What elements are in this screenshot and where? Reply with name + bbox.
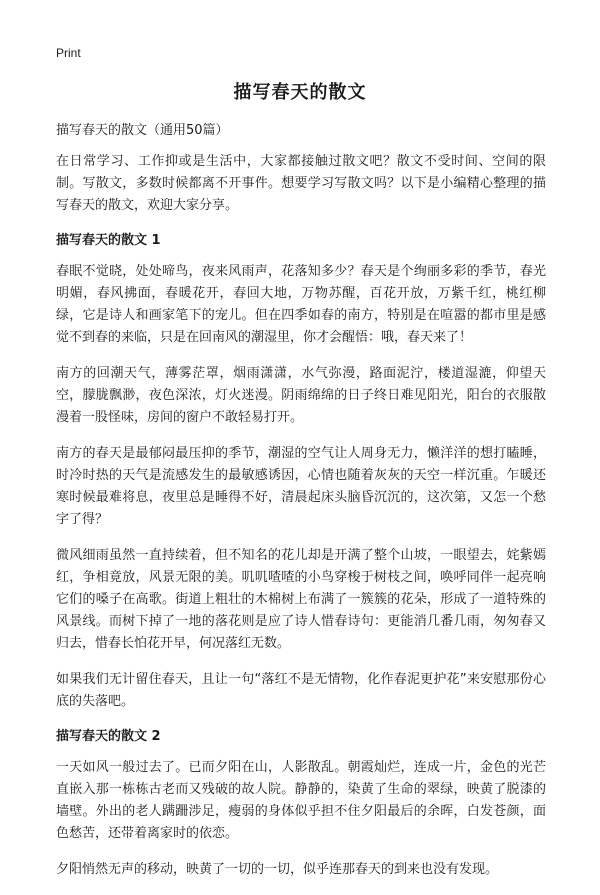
section-2-paragraph-2: 夕阳悄然无声的移动，映黄了一切的一切，似乎连那春天的到来也没有发现。 <box>56 862 499 877</box>
section-1-paragraph-5: 如果我们无计留住春天，且让一句“落红不是无情物，化作春泥更护花”来安慰那份心底的失落吧。 <box>56 672 546 709</box>
print-link[interactable]: Print <box>56 46 81 60</box>
article-body <box>56 120 546 895</box>
section-heading-1: 描写春天的散文 1 <box>56 233 161 248</box>
page-title: 描写春天的散文 <box>233 82 367 103</box>
section-1-paragraph-3: 南方的春天是最郁闷最压抑的季节，潮湿的空气让人周身无力，懒洋洋的想打瞌睡，时冷时热的天气是流感发生的最敏感诱因，心情也随着灰灰的天空一样沉重。乍暖还寒时候最难将息，夜里总是睡得不好，清晨起床头脑昏沉沉的，这次第，又怎一个愁字了得？ <box>56 446 546 527</box>
section-2-paragraph-1: 一天如风一般过去了。已而夕阳在山，人影散乱。朝霞灿烂，连成一片，金色的光芒直嵌入那一栋栋古老而又残破的故人院。静静的，染黄了生命的翠绿，映黄了脱漆的墙壁。外出的老人蹒跚涉足，瘦弱的身体似乎担不住夕阳最后的余晖，白发苍颜，面色愁苦，还带着离家时的依恋。 <box>56 760 546 841</box>
section-heading-2: 描写春天的散文 2 <box>56 729 161 744</box>
intro-paragraph: 在日常学习、工作抑或是生活中，大家都接触过散文吧？散文不受时间、空间的限制。写散文，多数时候都离不开事件。想要学习写散文吗？以下是小编精心整理的描写春天的散文，欢迎大家分享。 <box>56 154 546 213</box>
section-1-paragraph-1: 春眠不觉晓，处处啼鸟，夜来风雨声，花落知多少？春天是个绚丽多彩的季节，春光明媚，春风拂面，春暖花开，春回大地，万物苏醒，百花开放，万紫千红，桃红柳绿，它是诗人和画家笔下的宠儿。但在四季如春的南方，特别是在喧嚣的都市里是感觉不到春的来临，只是在回南风的潮湿里，你才会醒悟：哦，春天来了！ <box>56 264 546 345</box>
section-1-paragraph-4: 微风细雨虽然一直持续着，但不知名的花儿却是开满了整个山坡，一眼望去，姹紫嫣红，争相竟放，风景无限的美。叽叽喳喳的小鸟穿梭于树枝之间，唤呼同伴一起亮响它们的嗓子在高歌。街道上粗壮的木棉树上布满了一簇簇的花朵，形成了一道特殊的风景线。而树下掉了一地的落花则是应了诗人惜春诗句：更能消几番几雨，匆匆春又归去，惜春长怕花开早，何况落红无数。 <box>56 548 546 651</box>
article-subtitle: 描写春天的散文（通用50篇） <box>56 123 229 138</box>
section-1-paragraph-2: 南方的回潮天气，薄雾茫罩，烟雨潇潇，水气弥漫，路面泥泞，楼道湿漉，仰望天空，朦胧飘渺，夜色深浓，灯火迷漫。阴雨绵绵的日子终日难见阳光，阳台的衣服散漫着一股怪味，房间的窗户不敢轻易打开。 <box>56 366 546 425</box>
